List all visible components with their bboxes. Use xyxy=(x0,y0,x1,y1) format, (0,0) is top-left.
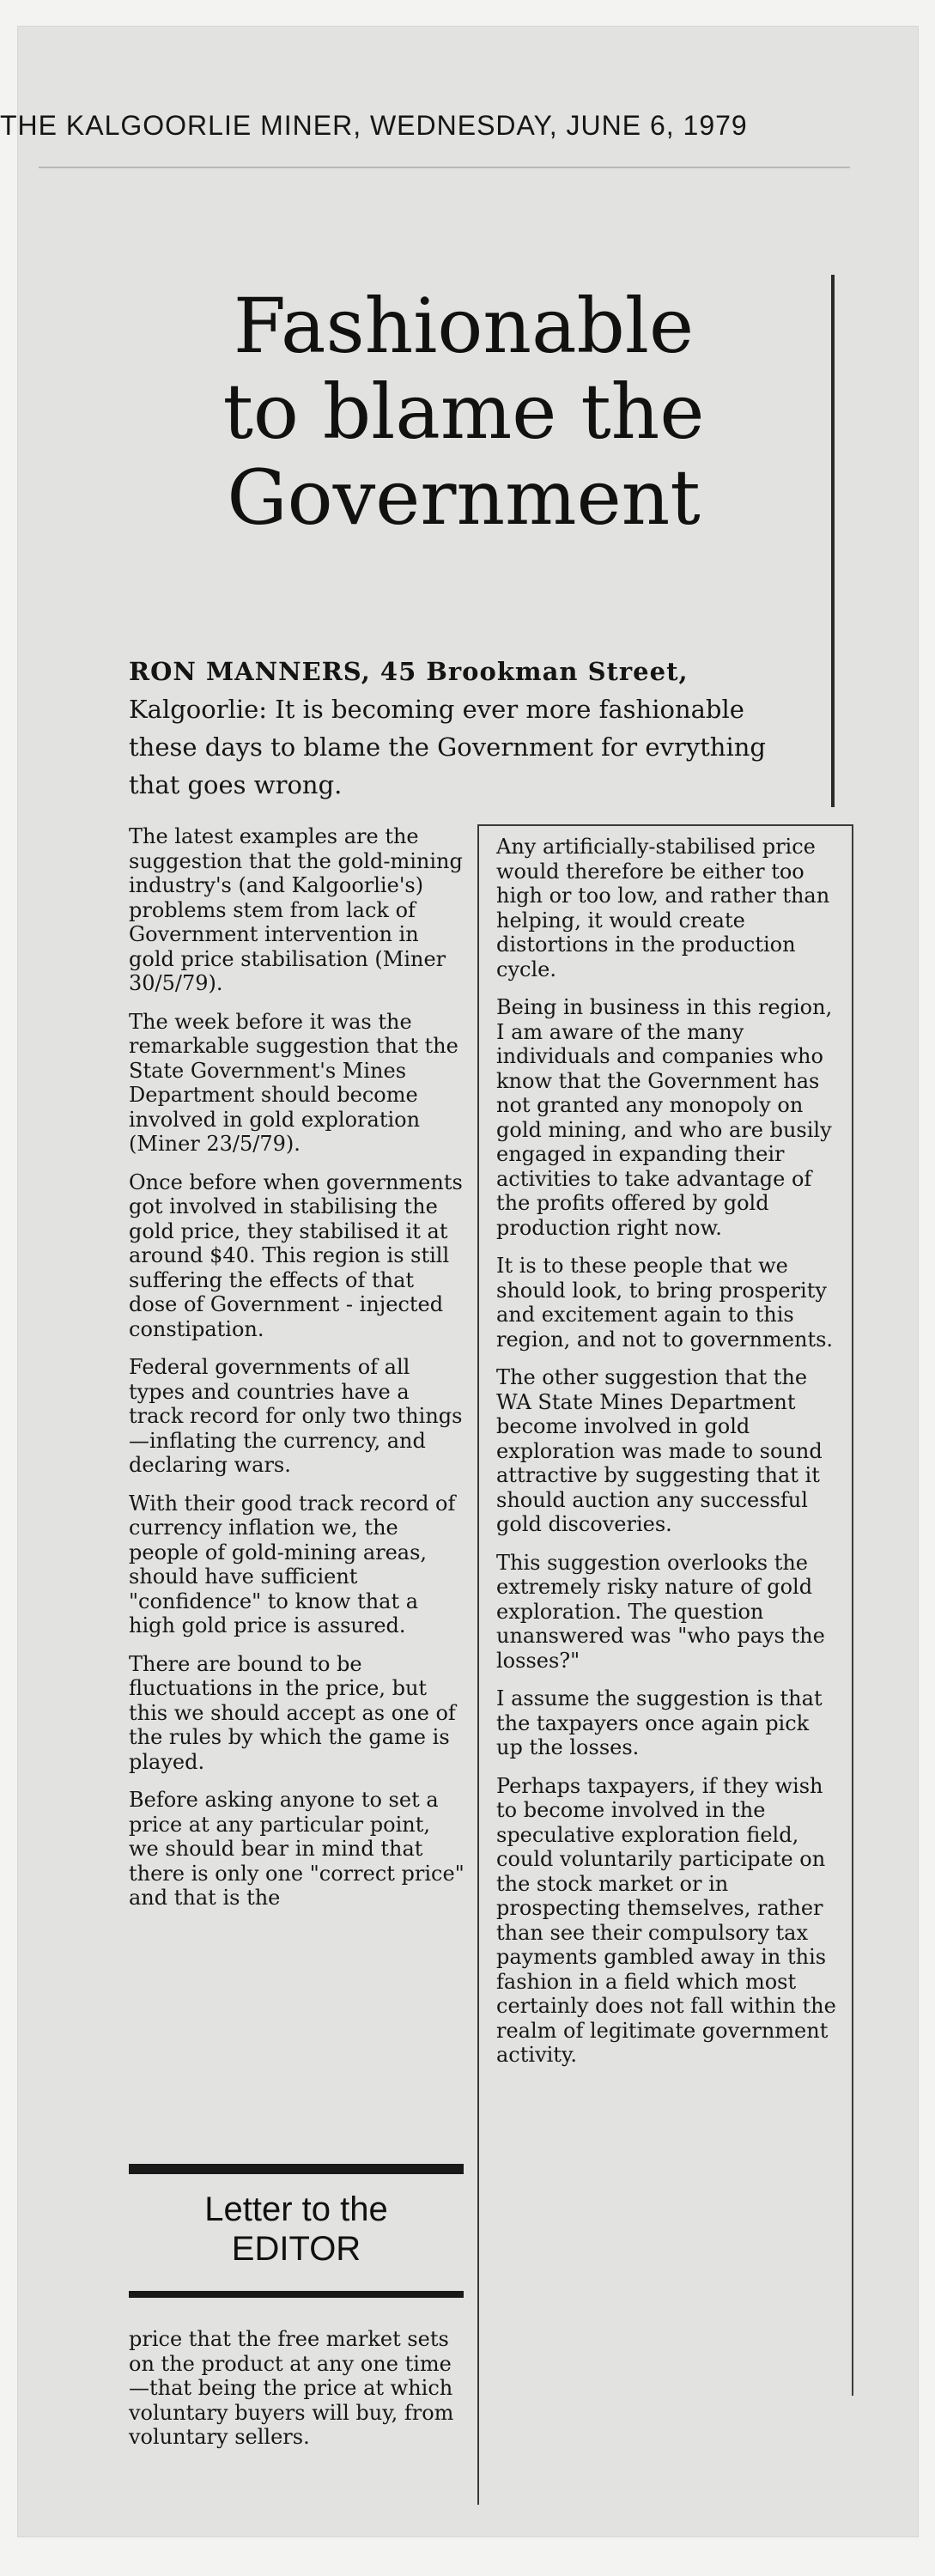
masthead: THE KALGOORLIE MINER, WEDNESDAY, JUNE 6, 1979 xyxy=(0,110,748,141)
right-column xyxy=(496,835,840,2081)
paragraph: The week before it was the remarkable suggestion that the State Government's Mines Department should become involved in gold exploration (Miner 23/5/79). xyxy=(129,1009,458,1156)
column-divider xyxy=(477,826,479,2505)
left-column-continued xyxy=(129,2327,465,2464)
letter-intro-text: Kalgoorlie: It is becoming ever more fashionable these days to blame the Government for evrything that goes wrong. xyxy=(129,695,766,799)
headline-line-1: Fashionable xyxy=(233,282,695,370)
letter-intro xyxy=(129,653,816,804)
box-top-rule xyxy=(477,824,853,826)
headline xyxy=(120,283,807,541)
box-right-rule xyxy=(852,824,853,2396)
editor-box-line-2: EDITOR xyxy=(231,2230,361,2268)
paragraph: The other suggestion that the WA State Mines Department become involved in gold exploration was made to sound attractive by suggesting that it should auction any successful gold discoveries. xyxy=(496,1365,823,1536)
letter-to-editor-box xyxy=(129,2164,464,2301)
editor-box-line-1: Letter to the xyxy=(204,2190,388,2228)
paragraph: The latest examples are the suggestion that the gold-mining industry's (and Kalgoorlie's) problems stem from lack of Government intervention in gold price stabilisation (Miner 30/5/79). xyxy=(129,824,463,995)
paragraph: There are bound to be fluctuations in the price, but this we should accept as one of the rules by which the game is played. xyxy=(129,1651,456,1774)
paragraph: Being in business in this region, I am aware of the many individuals and companies who know that the Government has not granted any monopoly on gold mining, and who are busily engaged in expanding their activities to take advantage of the profits offered by gold production right now. xyxy=(496,995,833,1240)
paragraph: Once before when governments got involved in stabilising the gold price, they stabilised it at around $40. This region is still suffering the effects of that dose of Government - injected constipation. xyxy=(129,1170,463,1341)
editor-box-bottom-bar xyxy=(129,2291,464,2298)
paragraph: Perhaps taxpayers, if they wish to become involved in the speculative exploration field, could voluntarily participate on the stock market or in prospecting themselves, rather than see their compulsory tax payments gambled away in this fashion in a field which most certainly does not fall within the realm of legitimate government activity. xyxy=(496,1773,836,2067)
paragraph: It is to these people that we should look, to bring prosperity and excitement again to this region, and not to governments. xyxy=(496,1254,834,1352)
editor-box-top-bar xyxy=(129,2164,464,2174)
paragraph: This suggestion overlooks the extremely risky nature of gold exploration. The question unanswered was "who pays the losses?" xyxy=(496,1550,825,1673)
column-rule xyxy=(831,275,835,807)
paragraph: Federal governments of all types and countries have a track record for only two things—inflating the currency, and declaring wars. xyxy=(129,1355,463,1477)
left-column xyxy=(129,824,465,1924)
paragraph: price that the free market sets on the product at any one time—that being the price at which voluntary buyers will buy, from voluntary sellers. xyxy=(129,2327,454,2449)
paragraph: With their good track record of currency inflation we, the people of gold-mining areas, should have sufficient "confidence" to know that a high gold price is assured. xyxy=(129,1491,456,1637)
paragraph: Before asking anyone to set a price at any particular point, we should bear in mind that there is only one "correct price" and that is the xyxy=(129,1788,464,1910)
headline-line-3: Government xyxy=(227,453,701,542)
letter-author: RON MANNERS, 45 Brookman Street, xyxy=(129,657,689,686)
editor-box-label xyxy=(129,2190,464,2269)
headline-line-2: to blame the xyxy=(222,368,705,456)
paragraph: I assume the suggestion is that the taxpayers once again pick up the losses. xyxy=(496,1686,823,1759)
paragraph: Any artificially-stabilised price would therefore be either too high or too low, and rather than helping, it would create distortions in the production cycle. xyxy=(496,835,830,981)
masthead-rule xyxy=(39,167,850,168)
